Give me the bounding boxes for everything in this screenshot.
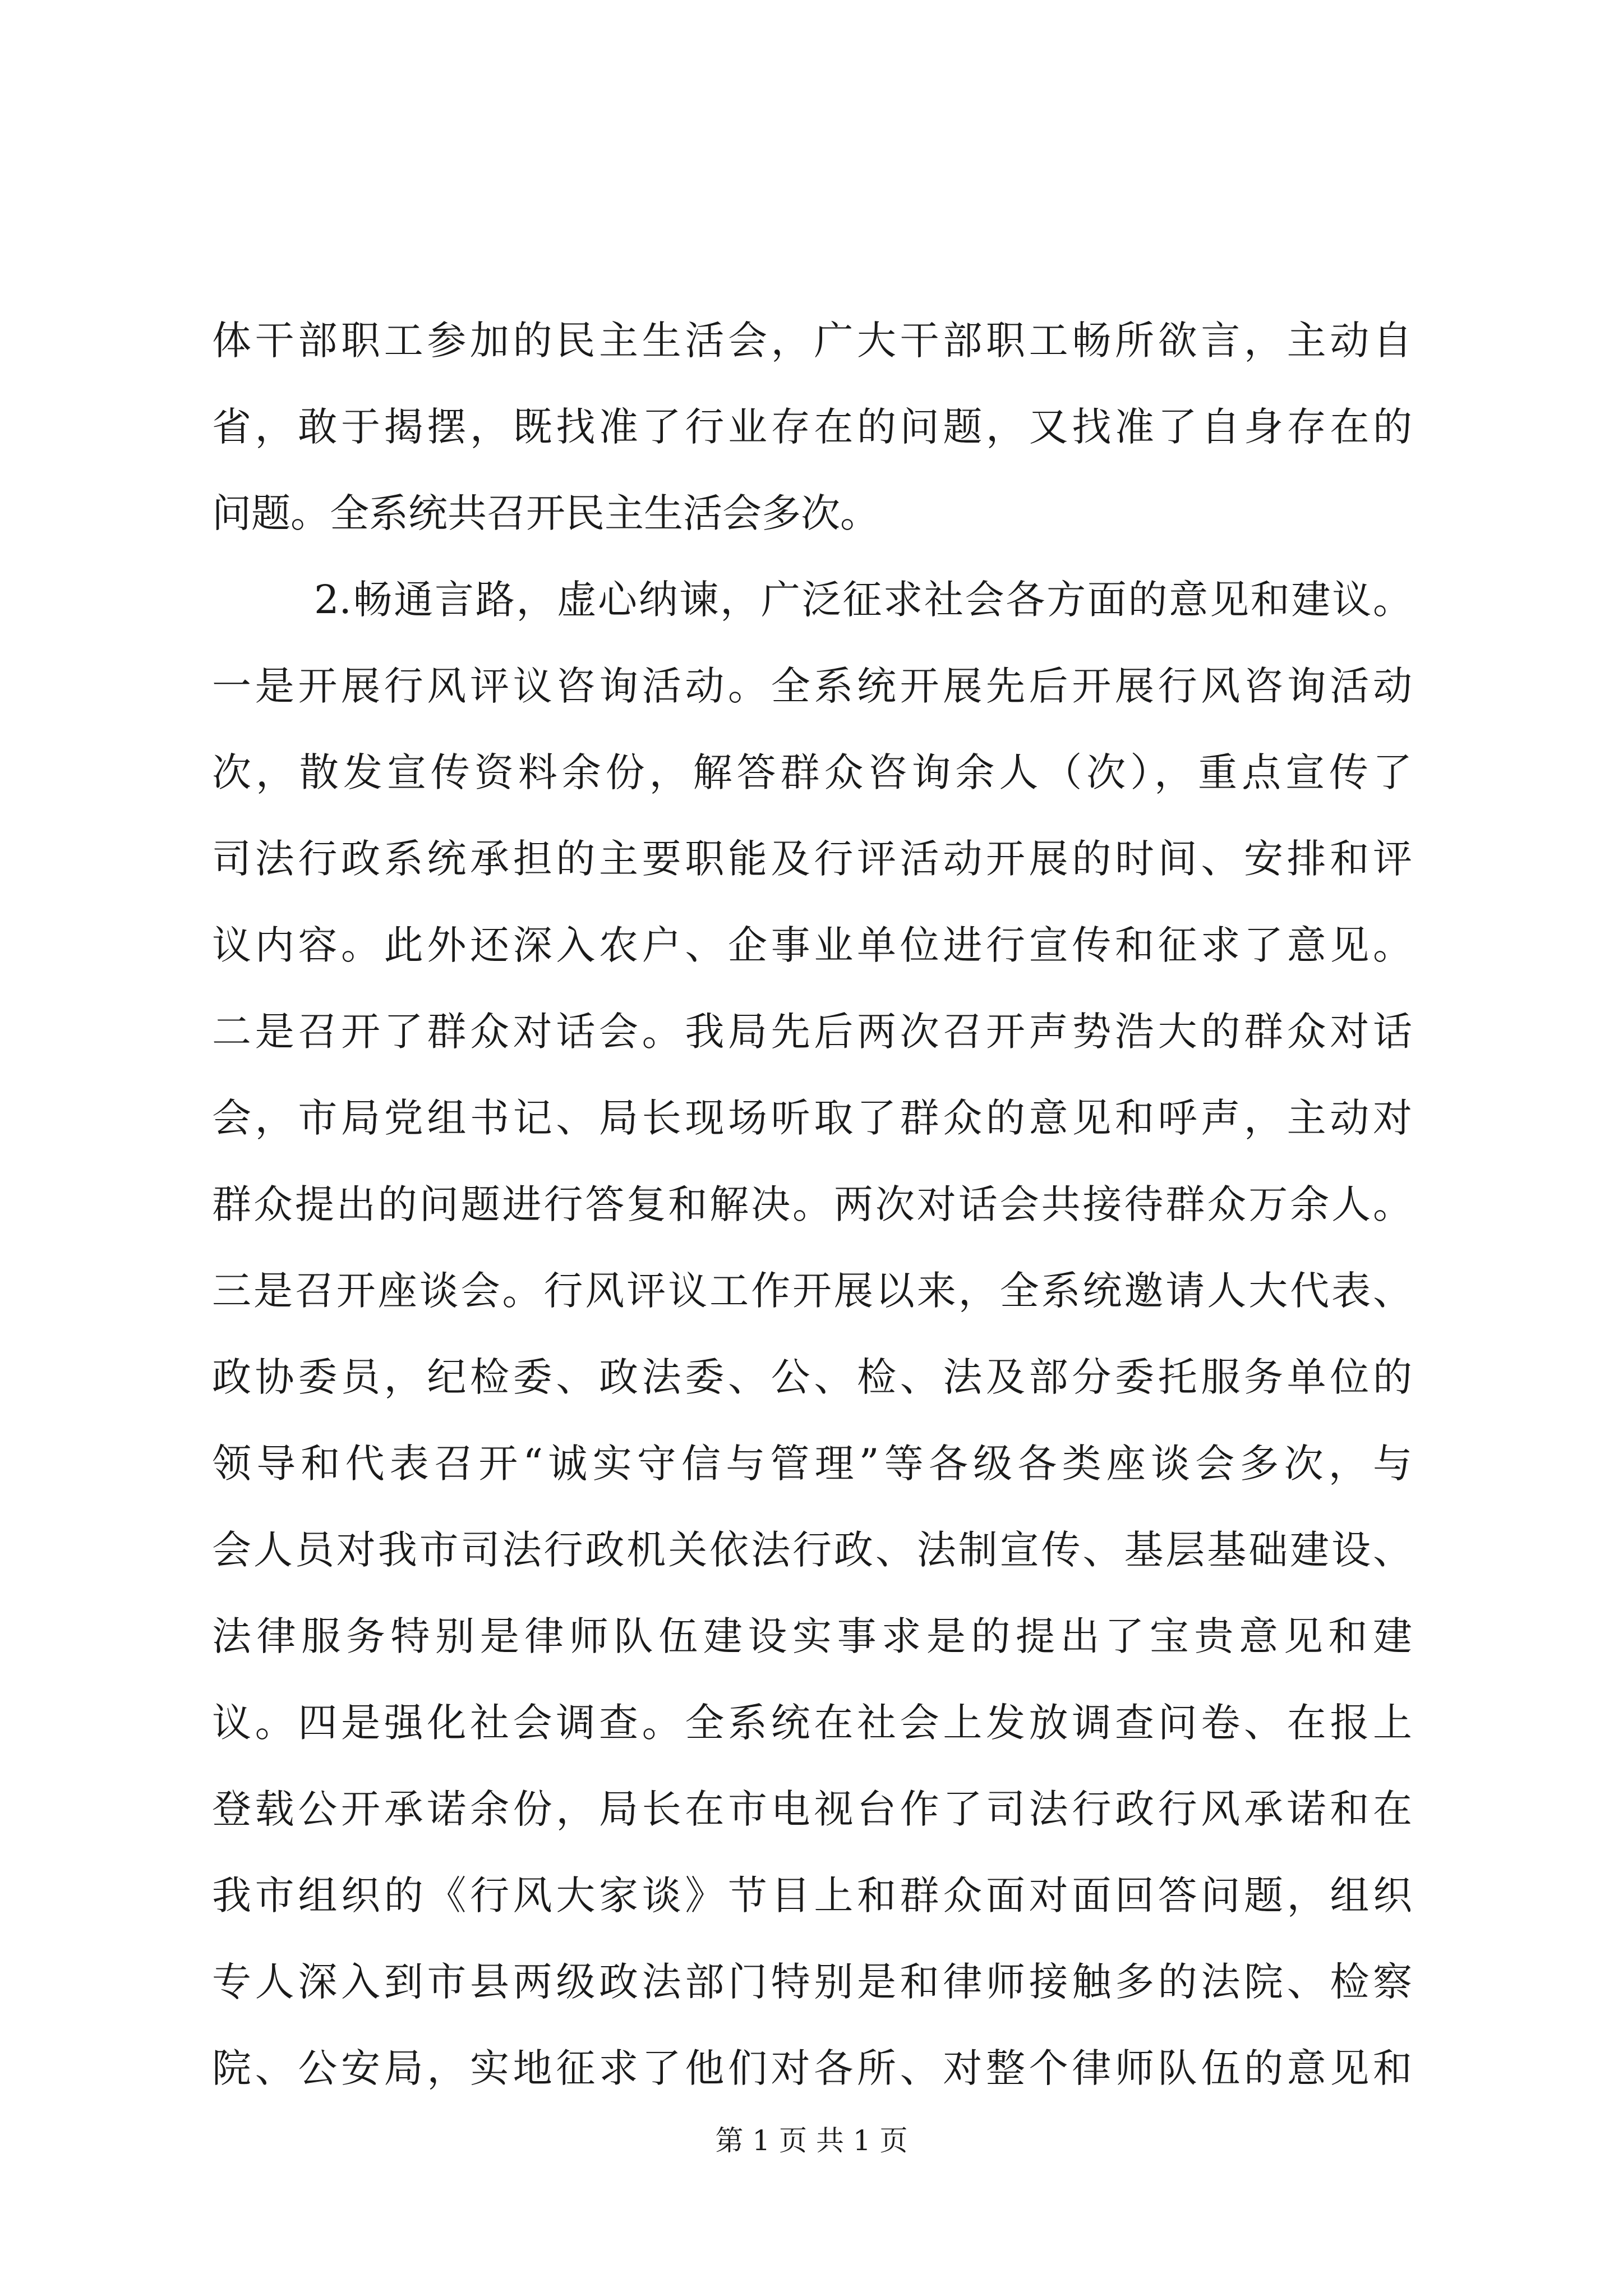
text-line: 法律服务特别是律师队伍建设实事求是的提出了宝贵意见和建 — [212, 1613, 1412, 1659]
text-line: 二是召开了群众对话会。我局先后两次召开声势浩大的群众对话 — [212, 1009, 1412, 1055]
text-line: 登载公开承诺余份，局长在市电视台作了司法行政行风承诺和在 — [212, 1786, 1412, 1832]
text-line: 体干部职工参加的民主生活会，广大干部职工畅所欲言，主动自 — [212, 318, 1412, 364]
page-number-label: 第 1 页 共 1 页 — [715, 2124, 908, 2157]
text-line: 议内容。此外还深入农户、企事业单位进行宣传和征求了意见。 — [212, 922, 1412, 968]
page-footer — [0, 2124, 1623, 2157]
text-line: 专人深入到市县两级政法部门特别是和律师接触多的法院、检察 — [212, 1959, 1412, 2005]
text-line: 政协委员，纪检委、政法委、公、检、法及部分委托服务单位的 — [212, 1354, 1412, 1400]
text-line: 会，市局党组书记、局长现场听取了群众的意见和呼声，主动对 — [212, 1095, 1412, 1141]
body-text — [212, 297, 1412, 2111]
paragraph-start-line: 2.畅通言路，虚心纳谏，广泛征求社会各方面的意见和建议。 — [314, 577, 1412, 623]
text-line: 议。四是强化社会调查。全系统在社会上发放调查问卷、在报上 — [212, 1700, 1412, 1746]
text-line: 我市组织的《行风大家谈》节目上和群众面对面回答问题，组织 — [212, 1872, 1412, 1918]
text-line: 次，散发宣传资料余份，解答群众咨询余人（次），重点宣传了 — [212, 749, 1412, 795]
text-line: 问题。全系统共召开民主生活会多次。 — [212, 490, 879, 536]
text-line: 会人员对我市司法行政机关依法行政、法制宣传、基层基础建设、 — [212, 1527, 1412, 1573]
text-line: 省，敢于揭摆，既找准了行业存在的问题，又找准了自身存在的 — [212, 404, 1412, 450]
text-line: 三是召开座谈会。行风评议工作开展以来，全系统邀请人大代表、 — [212, 1268, 1412, 1314]
text-line: 院、公安局，实地征求了他们对各所、对整个律师队伍的意见和 — [212, 2045, 1412, 2091]
text-line: 群众提出的问题进行答复和解决。两次对话会共接待群众万余人。 — [212, 1181, 1412, 1227]
text-line: 司法行政系统承担的主要职能及行评活动开展的时间、安排和评 — [212, 836, 1412, 882]
text-line: 一是开展行风评议咨询活动。全系统开展先后开展行风咨询活动 — [212, 663, 1412, 709]
text-line: 领导和代表召开“诚实守信与管理”等各级各类座谈会多次，与 — [212, 1441, 1412, 1487]
